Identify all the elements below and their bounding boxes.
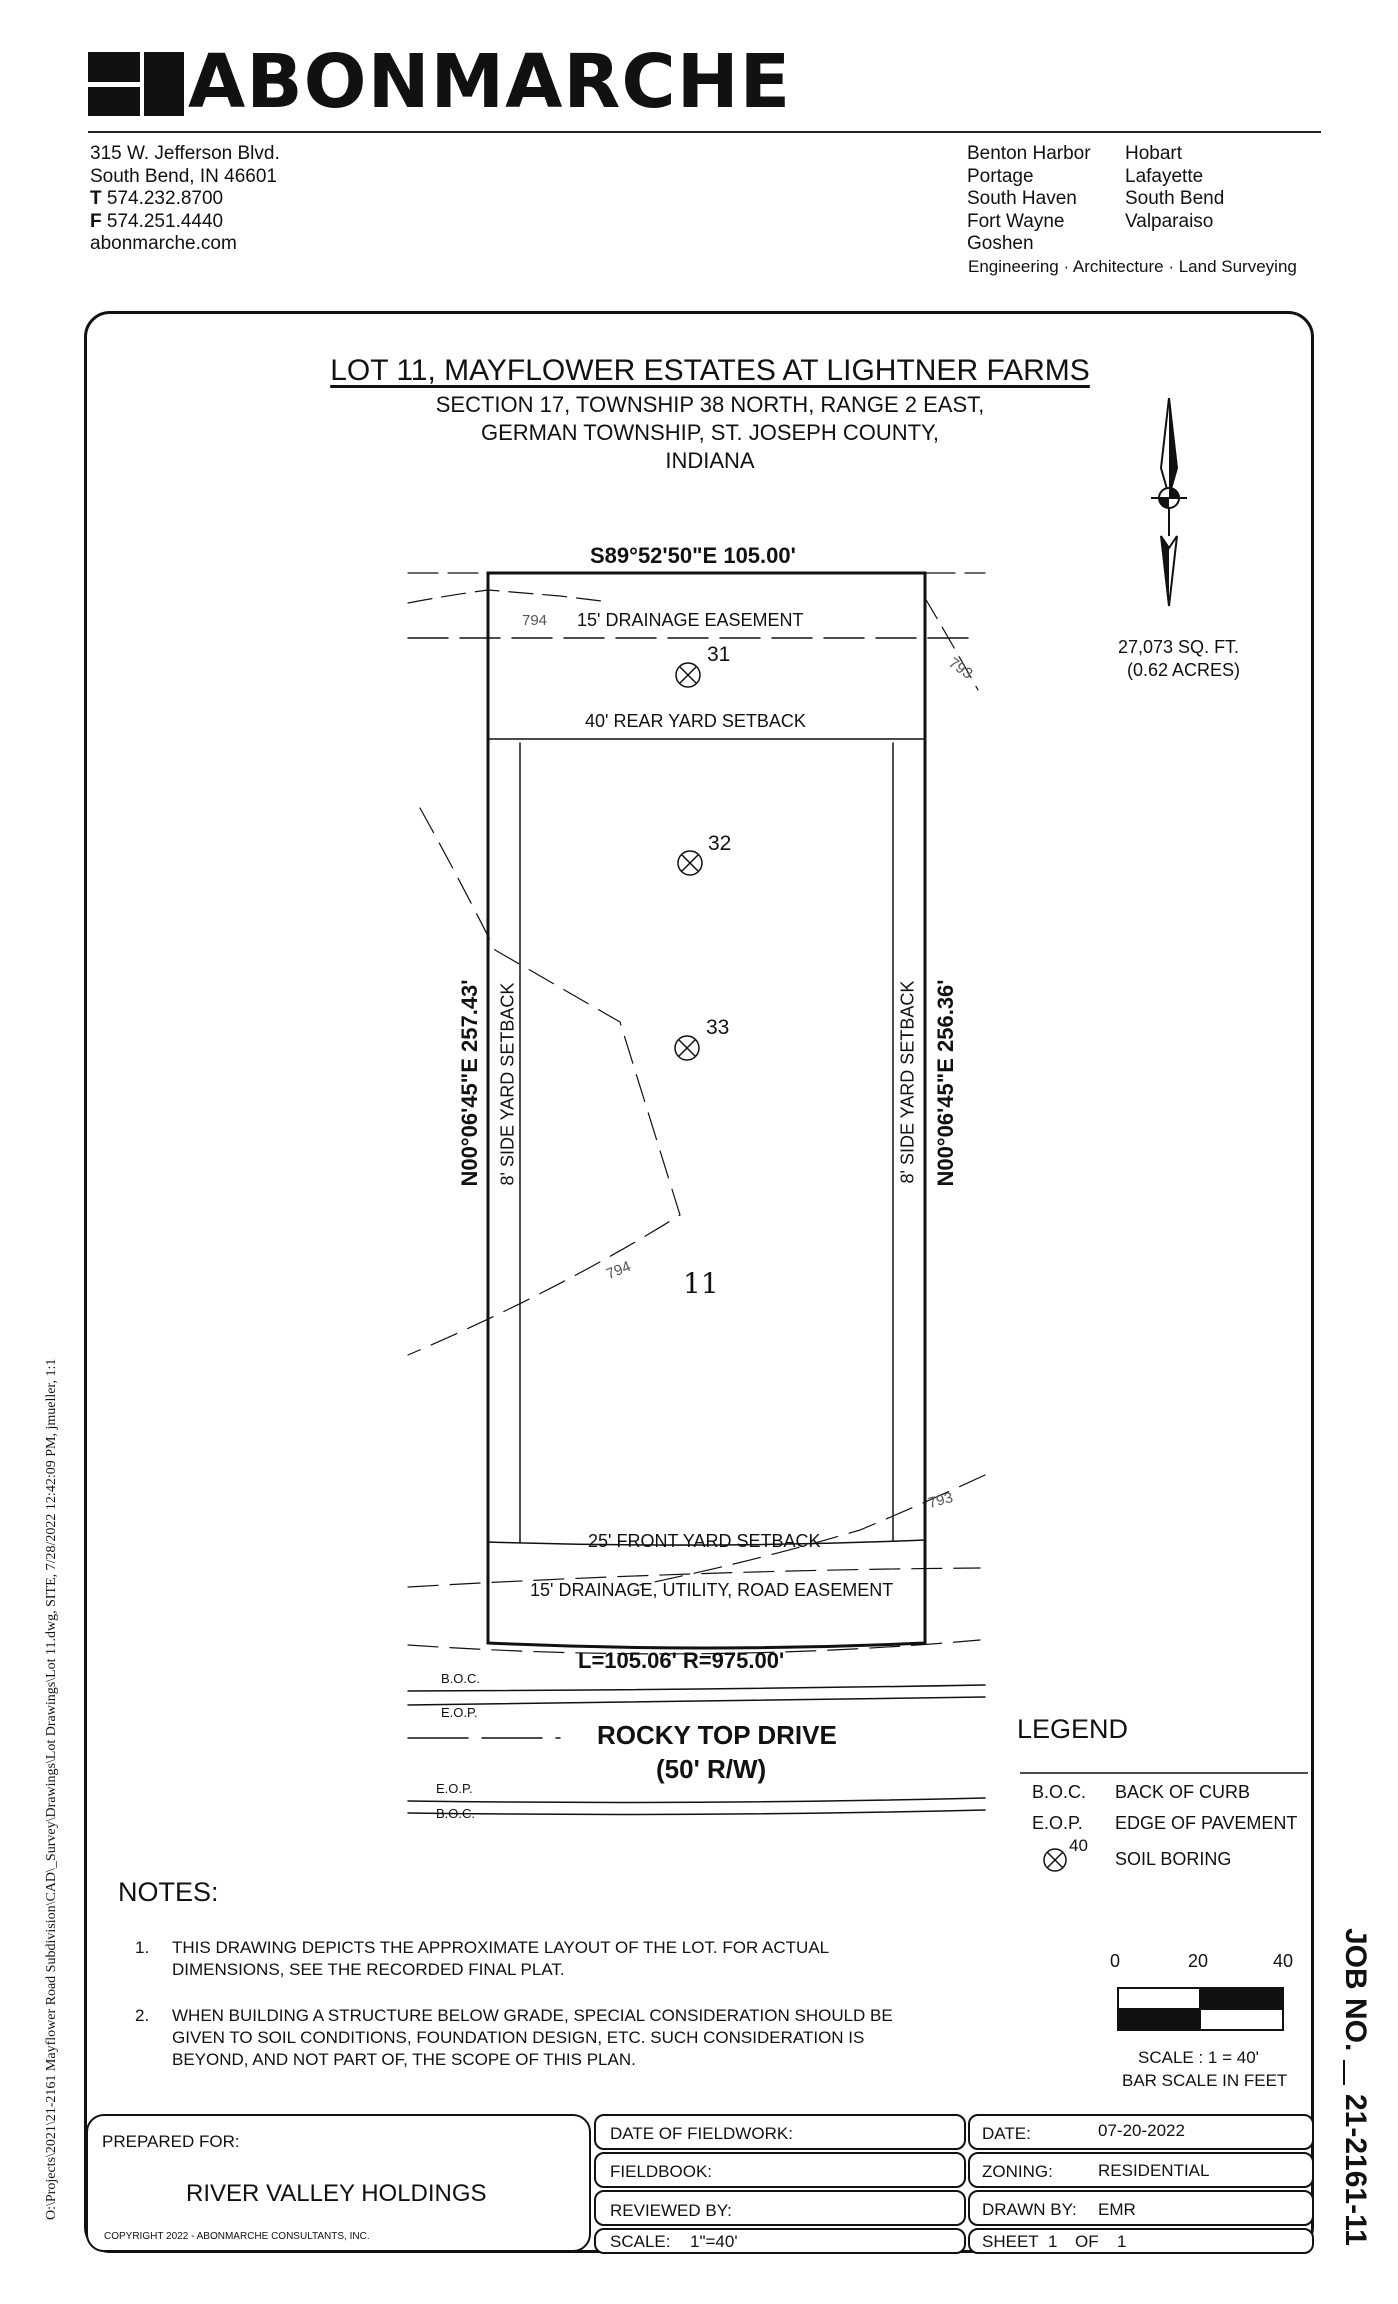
road-label-eop: E.O.P. [436, 1781, 473, 1796]
contour-label: 793 [945, 654, 976, 683]
soil-boring-icon [676, 663, 700, 687]
sheet-label: SHEET [982, 2232, 1039, 2251]
lot-area-sqft: 27,073 SQ. FT. [1118, 637, 1240, 657]
note-item [135, 1937, 932, 1981]
road-label-boc: B.O.C. [441, 1671, 481, 1686]
copyright: COPYRIGHT 2022 - ABONMARCHE CONSULTANTS, INC. [104, 2231, 370, 2242]
legend-desc: EDGE OF PAVEMENT [1115, 1813, 1298, 1833]
office-item: Benton Harbor [967, 143, 1091, 164]
scale-text: SCALE : 1 = 40' [1138, 2048, 1259, 2067]
prepared-for-label: PREPARED FOR: [102, 2132, 240, 2151]
eop-line-bottom [408, 1798, 985, 1802]
scale-text: BAR SCALE IN FEET [1122, 2071, 1288, 2090]
sheet-total: 1 [1117, 2232, 1127, 2251]
contour-label: 793 [926, 1489, 955, 1512]
client-name: RIVER VALLEY HOLDINGS [186, 2180, 487, 2207]
drainage-easement-label: 15' DRAINAGE EASEMENT [577, 610, 804, 630]
drawing-subtitle-line2: SECTION 17, TOWNSHIP 38 NORTH, RANGE 2 EAST, [435, 392, 985, 417]
note-number: 1. [135, 1938, 150, 1957]
zoning-label: ZONING: [982, 2162, 1053, 2181]
office-item: Fort Wayne [967, 210, 1065, 232]
soil-boring-icon [675, 1036, 699, 1060]
note-item [135, 2005, 932, 2071]
sheet-of: OF [1075, 2232, 1099, 2251]
lot-area-acres: (0.62 ACRES) [1127, 660, 1241, 680]
file-path: O:\Projects\2021\21-2161 Mayflower Road Subdivision\CAD\_Survey\Drawings\Lot Drawings\Lot 11.dwg, SITE, 7/28/2022 12:42:09 PM, jmueller, 1:1 [44, 1358, 59, 2220]
legend-heading: LEGEND [1017, 1714, 1129, 1744]
drawn-by-value: EMR [1098, 2200, 1136, 2219]
scale-label: SCALE: [610, 2232, 671, 2251]
rear-setback-label: 40' REAR YARD SETBACK [585, 711, 806, 731]
east-side-setback-label: 8' SIDE YARD SETBACK [897, 980, 918, 1184]
job-number-label: JOB NO. [1339, 1928, 1372, 2052]
notes-heading: NOTES: [118, 1877, 219, 1907]
office-item: Goshen [967, 233, 1034, 254]
legend-abbr: B.O.C. [1032, 1782, 1087, 1802]
brand-name: ABONMARCHE [188, 39, 792, 125]
note-number: 2. [135, 2006, 150, 2025]
soil-boring-legend-icon [1044, 1849, 1066, 1871]
legend-desc: BACK OF CURB [1115, 1782, 1251, 1802]
contour-label: 794 [522, 612, 548, 629]
boring-number: 31 [707, 643, 731, 666]
scale-value: 1"=40' [690, 2232, 738, 2251]
date-value: 07-20-2022 [1098, 2121, 1185, 2140]
road-name: ROCKY TOP DRIVE [597, 1720, 837, 1750]
services-line: Engineering · Architecture · Land Surveying [968, 257, 1297, 276]
road-label-boc: B.O.C. [436, 1806, 476, 1821]
drawing-subtitle-line3: GERMAN TOWNSHIP, ST. JOSEPH COUNTY, [480, 420, 939, 445]
reviewed-label: REVIEWED BY: [610, 2201, 732, 2220]
scale-bar [1118, 1988, 1283, 2030]
north-boundary-bearing: S89°52'50"E 105.00' [590, 543, 796, 568]
scale-tick-label: 40 [1273, 1951, 1294, 1971]
soil-boring-icon [678, 851, 702, 875]
west-side-setback-label: 8' SIDE YARD SETBACK [497, 982, 518, 1186]
legend-abbr: E.O.P. [1032, 1813, 1083, 1833]
address-fax: F 574.251.4440 [90, 210, 224, 232]
eop-line-top [408, 1697, 985, 1705]
boc-line-top [408, 1685, 985, 1691]
front-setback-label: 25' FRONT YARD SETBACK [588, 1531, 821, 1551]
south-curve-label: L=105.06' R=975.00' [578, 1648, 785, 1673]
zoning-value: RESIDENTIAL [1098, 2161, 1210, 2180]
address-phone: T 574.232.8700 [90, 188, 224, 209]
scale-tick-label: 0 [1110, 1951, 1121, 1971]
contour-794-mid [408, 808, 680, 1355]
sheet-number: 1 [1048, 2232, 1058, 2251]
lot-boundary [488, 573, 925, 1648]
boc-line-bottom [408, 1810, 985, 1814]
address-web: abonmarche.com [90, 233, 237, 254]
office-item: South Bend [1125, 188, 1225, 209]
contour-794-top [408, 590, 610, 603]
east-boundary-bearing: N00°06'45"E 256.36' [933, 979, 958, 1187]
boring-number: 32 [708, 832, 732, 855]
west-boundary-bearing: N00°06'45"E 257.43' [457, 979, 482, 1187]
address-city: South Bend, IN 46601 [90, 165, 277, 187]
office-item: Hobart [1125, 143, 1183, 164]
job-number: 21-2161-11 [1339, 2094, 1372, 2246]
scale-tick-label: 20 [1188, 1951, 1209, 1971]
contour-label: 794 [603, 1257, 634, 1284]
office-item: Portage [967, 165, 1034, 187]
fieldwork-label: DATE OF FIELDWORK: [610, 2124, 793, 2143]
lot-number: 11 [683, 1267, 719, 1300]
front-easement-label: 15' DRAINAGE, UTILITY, ROAD EASEMENT [530, 1580, 894, 1600]
fieldbook-label: FIELDBOOK: [610, 2162, 713, 2181]
legend-boring-number: 40 [1069, 1836, 1088, 1855]
office-item: South Haven [967, 188, 1077, 209]
drawn-by-label: DRAWN BY: [982, 2200, 1077, 2219]
note-text: THIS DRAWING DEPICTS THE APPROXIMATE LAYOUT OF THE LOT. FOR ACTUAL DIMENSIONS, SEE THE RECORDED FINAL PLAT. [172, 1938, 829, 1979]
road-label-eop: E.O.P. [441, 1705, 478, 1720]
note-text: WHEN BUILDING A STRUCTURE BELOW GRADE, SPECIAL CONSIDERATION SHOULD BE GIVEN TO SOIL CONDITIONS, FOUNDATION DESIGN, ETC. SUCH CONSIDERATION IS BEYOND, AND NOT PART OF, THE SCOPE OF THIS PLAN. [172, 2006, 893, 2069]
drawing-title: LOT 11, MAYFLOWER ESTATES AT LIGHTNER FARMS [330, 354, 1090, 387]
address-street: 315 W. Jefferson Blvd. [90, 143, 280, 164]
date-label: DATE: [982, 2124, 1031, 2143]
legend-desc: SOIL BORING [1115, 1849, 1232, 1869]
drawing-subtitle-line4: INDIANA [665, 448, 755, 473]
road-right-of-way: (50' R/W) [656, 1754, 767, 1784]
office-item: Lafayette [1125, 165, 1204, 187]
boring-number: 33 [706, 1016, 730, 1039]
office-item: Valparaiso [1125, 210, 1214, 232]
